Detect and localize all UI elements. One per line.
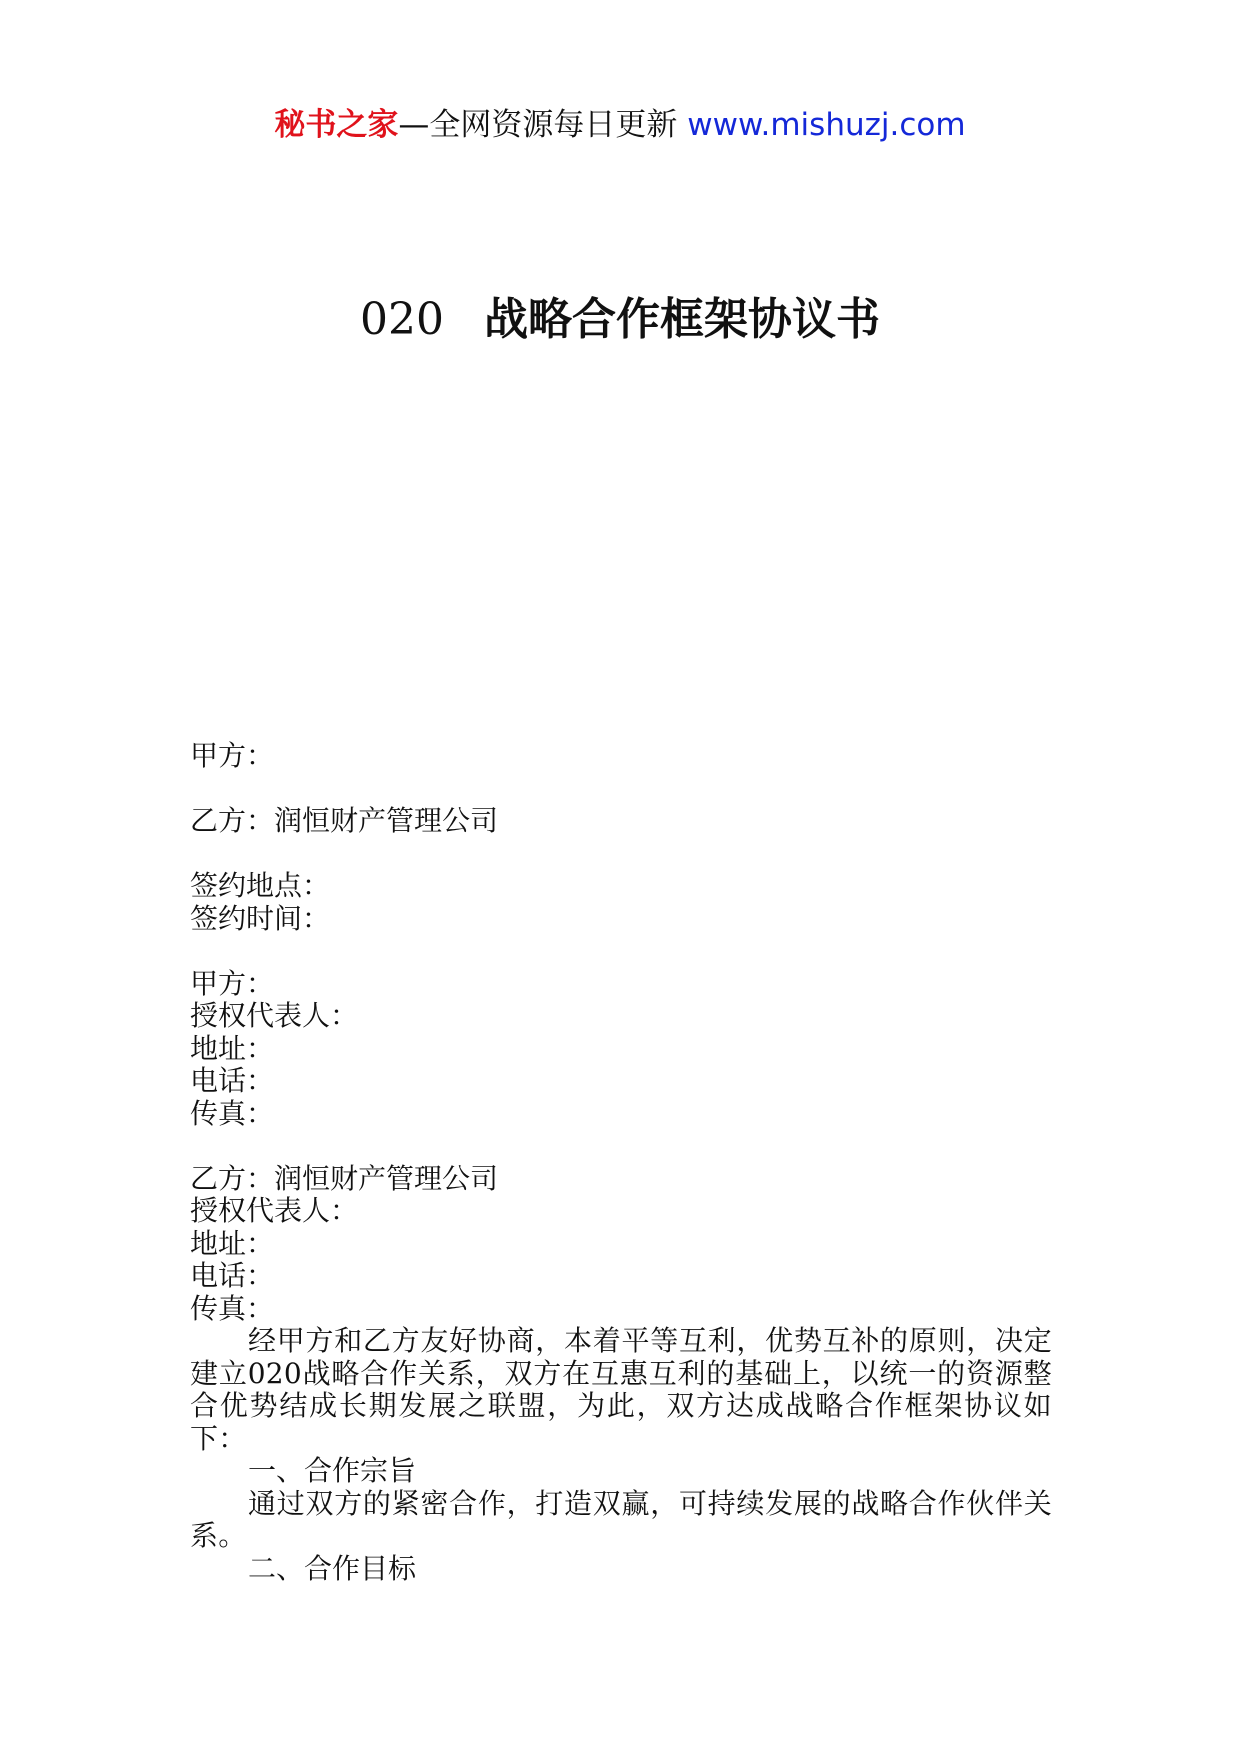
- party-b-block: [190, 1163, 1052, 1326]
- section-heading-purpose: 一、合作宗旨: [248, 1454, 417, 1487]
- party-a-name: 甲方：: [190, 966, 275, 1000]
- section-text-purpose: 通过双方的紧密合作，打造双赢，可持续发展的战略合作伙伴关系。: [190, 1486, 1052, 1552]
- party-a-block: [190, 968, 1052, 1131]
- party-b-fax: 传真：: [190, 1291, 275, 1325]
- party-b-representative: 授权代表人：: [190, 1194, 359, 1227]
- party-b-line: 乙方：润恒财产管理公司: [190, 804, 499, 837]
- party-a-phone: 电话：: [190, 1064, 275, 1097]
- sign-place-line: 签约地点：: [190, 869, 331, 902]
- party-a-fax: 传真：: [190, 1096, 275, 1130]
- title-number: 020: [360, 294, 444, 345]
- site-slogan: —全网资源每日更新: [398, 107, 678, 143]
- spacer: [190, 773, 1052, 806]
- sign-time-line: 签约时间：: [190, 901, 331, 935]
- spacer: [190, 838, 1052, 871]
- party-a-address: 地址：: [190, 1031, 275, 1065]
- site-url-link[interactable]: www.mishuzj.com: [687, 107, 966, 143]
- title-text: 战略合作框架协议书: [483, 294, 880, 345]
- party-a-line: 甲方：: [190, 739, 275, 772]
- spacer: [190, 1130, 1052, 1163]
- intro-paragraph: 经甲方和乙方友好协商，本着平等互利，优势互补的原则，决定建立020战略合作关系，双方在互惠互利的基础上，以统一的资源整合优势结成长期发展之联盟，为此，双方达成战略合作框架协议如下：: [190, 1324, 1052, 1455]
- section-heading-goal: 二、合作目标: [248, 1551, 417, 1585]
- document-body: [190, 740, 1052, 1585]
- party-a-representative: 授权代表人：: [190, 999, 359, 1032]
- spacer: [190, 935, 1052, 968]
- document-title: [0, 288, 1240, 352]
- party-b-name: 乙方：润恒财产管理公司: [190, 1161, 499, 1195]
- site-brand: 秘书之家: [274, 107, 399, 143]
- party-b-phone: 电话：: [190, 1259, 275, 1292]
- party-b-address: 地址：: [190, 1226, 275, 1260]
- site-header: [0, 100, 1240, 150]
